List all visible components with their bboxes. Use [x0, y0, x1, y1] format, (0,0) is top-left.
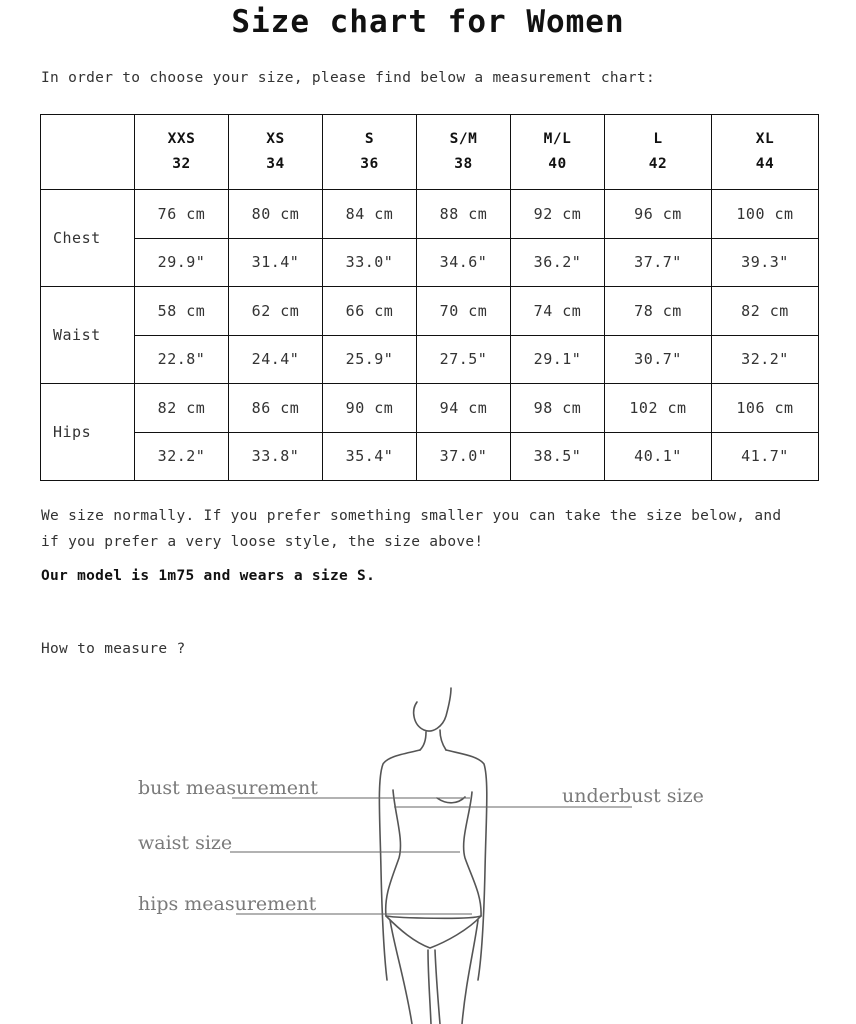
table-cell: 24.4" — [229, 335, 323, 384]
table-cell: 80 cm — [229, 190, 323, 239]
table-cell: 37.0" — [417, 432, 511, 481]
table-cell: 58 cm — [135, 287, 229, 336]
size-header-s: S 36 — [323, 115, 417, 190]
size-header-xxs: XXS 32 — [135, 115, 229, 190]
table-cell: 32.2" — [712, 335, 819, 384]
table-row-chest-inch — [41, 238, 819, 287]
size-chart-table — [40, 114, 819, 481]
table-cell: 33.0" — [323, 238, 417, 287]
how-to-measure-heading: How to measure ? — [41, 641, 186, 657]
table-cell: 34.6" — [417, 238, 511, 287]
size-header-row — [41, 115, 819, 190]
table-cell: 88 cm — [417, 190, 511, 239]
table-cell: 39.3" — [712, 238, 819, 287]
table-cell: 30.7" — [605, 335, 712, 384]
table-cell: 98 cm — [511, 384, 605, 433]
table-cell: 74 cm — [511, 287, 605, 336]
table-cell: 36.2" — [511, 238, 605, 287]
size-header-ml: M/L 40 — [511, 115, 605, 190]
table-cell: 32.2" — [135, 432, 229, 481]
measure-label-hips: Hips — [41, 384, 135, 481]
table-cell: 96 cm — [605, 190, 712, 239]
table-cell: 27.5" — [417, 335, 511, 384]
table-cell: 25.9" — [323, 335, 417, 384]
table-cell: 92 cm — [511, 190, 605, 239]
table-cell: 76 cm — [135, 190, 229, 239]
label-hips-measurement: hips measurement — [138, 893, 317, 915]
size-header-xl: XL 44 — [712, 115, 819, 190]
body-measurement-illustration — [0, 680, 856, 1024]
table-cell: 40.1" — [605, 432, 712, 481]
label-underbust-size: underbust size — [562, 785, 704, 807]
table-cell: 82 cm — [135, 384, 229, 433]
size-header-l: L 42 — [605, 115, 712, 190]
table-cell: 86 cm — [229, 384, 323, 433]
label-waist-size: waist size — [138, 832, 233, 854]
table-cell: 35.4" — [323, 432, 417, 481]
table-cell: 31.4" — [229, 238, 323, 287]
table-cell: 106 cm — [712, 384, 819, 433]
table-cell: 82 cm — [712, 287, 819, 336]
sizing-note: We size normally. If you prefer something smaller you can take the size below, and if you prefer a very loose style, the size above! — [41, 508, 782, 550]
table-row-chest-cm — [41, 190, 819, 239]
table-cell: 102 cm — [605, 384, 712, 433]
size-header-sm: S/M 38 — [417, 115, 511, 190]
table-cell: 37.7" — [605, 238, 712, 287]
table-cell: 38.5" — [511, 432, 605, 481]
table-row-hips-inch — [41, 432, 819, 481]
table-cell: 94 cm — [417, 384, 511, 433]
model-note: Our model is 1m75 and wears a size S. — [41, 568, 376, 584]
table-cell: 29.1" — [511, 335, 605, 384]
table-cell: 70 cm — [417, 287, 511, 336]
body-silhouette — [379, 688, 486, 1024]
table-cell: 90 cm — [323, 384, 417, 433]
table-cell: 29.9" — [135, 238, 229, 287]
table-cell: 66 cm — [323, 287, 417, 336]
table-corner — [41, 115, 135, 190]
label-bust-measurement: bust measurement — [138, 777, 318, 799]
intro-text: In order to choose your size, please find below a measurement chart: — [41, 70, 656, 86]
table-row-waist-cm — [41, 287, 819, 336]
measure-label-chest: Chest — [41, 190, 135, 287]
table-row-waist-inch — [41, 335, 819, 384]
table-cell: 33.8" — [229, 432, 323, 481]
table-row-hips-cm — [41, 384, 819, 433]
table-cell: 100 cm — [712, 190, 819, 239]
table-cell: 62 cm — [229, 287, 323, 336]
table-cell: 41.7" — [712, 432, 819, 481]
measure-label-waist: Waist — [41, 287, 135, 384]
table-cell: 22.8" — [135, 335, 229, 384]
table-cell: 78 cm — [605, 287, 712, 336]
page-title: Size chart for Women — [231, 4, 625, 40]
table-cell: 84 cm — [323, 190, 417, 239]
size-header-xs: XS 34 — [229, 115, 323, 190]
